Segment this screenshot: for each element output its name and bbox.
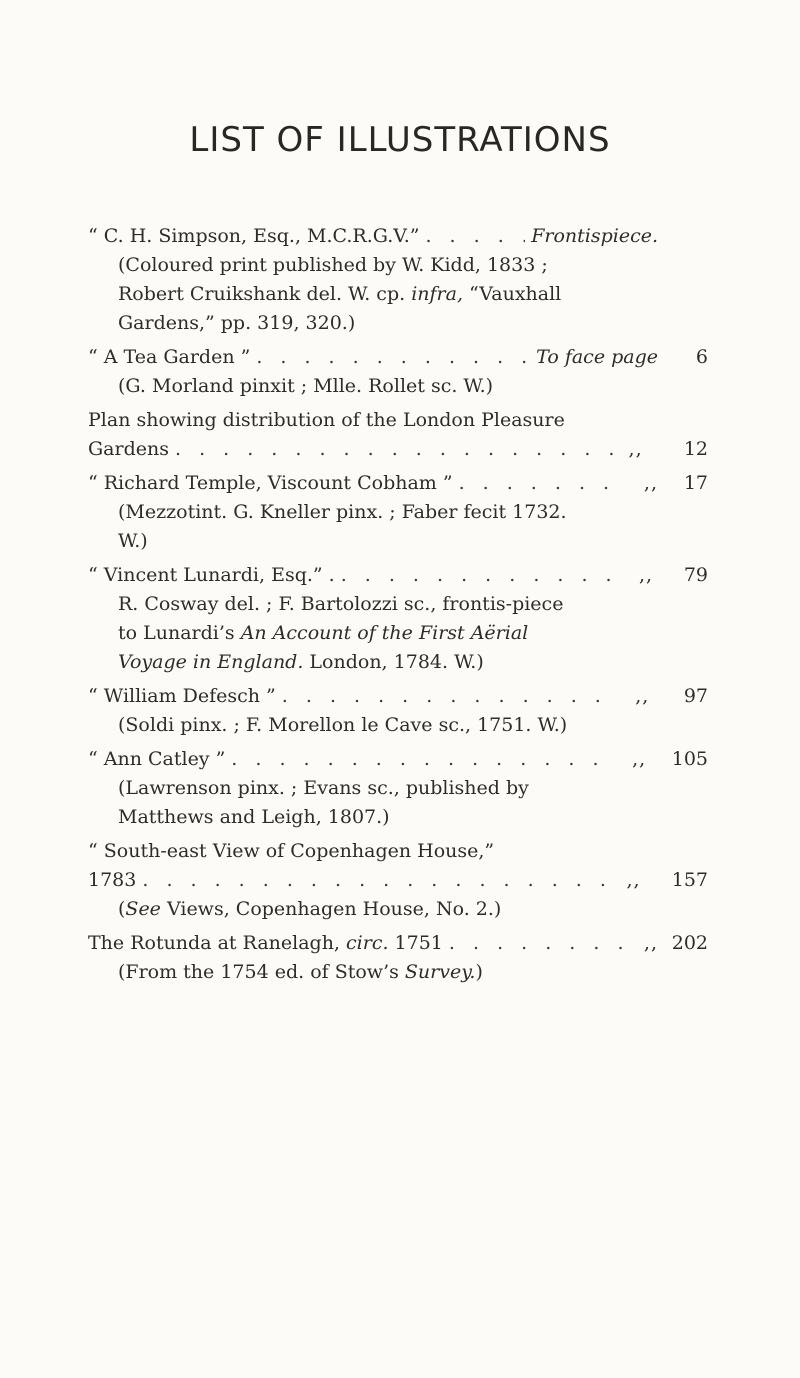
entry-title: “ C. H. Simpson, Esq., M.C.R.G.V.” (88, 225, 420, 247)
list-entry (88, 343, 708, 401)
text-run: ( (118, 898, 126, 920)
list-entry (88, 222, 708, 338)
entry-reference: ,, (643, 932, 658, 954)
entry-detail (88, 372, 708, 401)
list-entry (88, 561, 708, 677)
text-run: The Rotunda at Ranelagh, (88, 932, 347, 954)
page-number: 17 (683, 472, 708, 494)
entry-main-line (88, 343, 708, 372)
entry-main-line (88, 435, 708, 464)
entry-detail (88, 251, 708, 338)
page-number: 97 (683, 685, 708, 707)
entry-reference: ,, (638, 564, 654, 586)
entry-main-line (88, 929, 708, 958)
text-run: (From the 1754 ed. of Stow’s (118, 961, 405, 983)
list-entry (88, 745, 708, 832)
page-number: 12 (683, 438, 708, 460)
list-entry (88, 929, 708, 987)
page-number: 202 (671, 932, 708, 954)
list-entry (88, 469, 708, 556)
page-number: 105 (671, 748, 708, 770)
list-entry (88, 406, 708, 464)
entry-reference: ,, (632, 748, 647, 770)
text-run: Views, Copenhagen House, No. 2.) (160, 898, 502, 920)
entry-title (88, 929, 443, 958)
dot-leader (231, 745, 616, 774)
entry-title: “ A Tea Garden ” (88, 346, 251, 368)
text-run: 1751 (388, 932, 443, 954)
entry-main-line (88, 745, 708, 774)
entry-title: 1783 (88, 869, 137, 891)
dot-leader (256, 343, 530, 372)
entry-title-line: Plan showing distribution of the London Pleasure (88, 409, 565, 431)
entry-reference: ,, (635, 685, 650, 707)
entry-main-line (88, 222, 708, 251)
italic-text: Survey. (404, 961, 476, 983)
entry-title: Gardens (88, 438, 169, 460)
entry-reference: To face page (536, 346, 658, 368)
entry-detail (88, 958, 708, 987)
dot-leader (282, 682, 619, 711)
entry-title: “ Richard Temple, Viscount Cobham ” (88, 472, 453, 494)
text-run: (Lawrenson pinx. ; Evans sc., published by Matthews and Leigh, 1807.) (118, 777, 529, 828)
entry-reference: ,, (628, 438, 643, 460)
entry-reference: ,, (626, 869, 641, 891)
text-run: R. Cosway del. ; F. Bartolozzi sc., frontis-piece to Lunardi’s (118, 593, 564, 644)
entry-main-line (88, 469, 708, 498)
entry-reference: Frontispiece. (531, 225, 658, 247)
dot-leader (425, 222, 525, 251)
dot-leader (459, 469, 628, 498)
entry-detail (88, 711, 708, 740)
text-run: (Mezzotint. G. Kneller pinx. ; Faber fecit 1732. W.) (118, 501, 567, 552)
entry-title-line: “ South-east View of Copenhagen House,” (88, 840, 495, 862)
list-entry (88, 682, 708, 740)
entry-title: “ Ann Catley ” (88, 748, 226, 770)
entry-detail (88, 498, 708, 556)
entry-detail (88, 774, 708, 832)
page-title: LIST OF ILLUSTRATIONS (189, 120, 611, 160)
italic-text: An Account of the First Aërial Voyage in England. (118, 622, 529, 673)
entry-main-line (88, 866, 708, 895)
entry-title: “ William Defesch ” (88, 685, 276, 707)
dot-leader (449, 929, 628, 958)
text-run: ) (475, 961, 483, 983)
italic-text: circ. (346, 932, 389, 954)
entry-main-line (88, 561, 708, 590)
entry-detail (88, 590, 708, 677)
entry-detail (88, 895, 708, 924)
text-run: (Soldi pinx. ; F. Morellon le Cave sc., 1751. W.) (118, 714, 568, 736)
dot-leader (341, 561, 623, 590)
illustrations-list (88, 222, 708, 992)
text-run: (G. Morland pinxit ; Mlle. Rollet sc. W.) (118, 375, 494, 397)
entry-main-line (88, 682, 708, 711)
page-number: 157 (671, 869, 708, 891)
italic-text: infra, (411, 283, 463, 305)
page-number: 79 (683, 564, 708, 586)
italic-text: See (125, 898, 161, 920)
dot-leader (175, 435, 613, 464)
dot-leader (142, 866, 610, 895)
text-run: (Coloured print published by W. Kidd, 1833 ; Robert Cruikshank del. W. cp. (118, 254, 548, 305)
entry-reference: ,, (643, 472, 658, 494)
page-number: 6 (695, 346, 708, 368)
text-run: “Vauxhall Gardens,” pp. 319, 320.) (118, 283, 562, 334)
list-entry (88, 837, 708, 924)
entry-title: “ Vincent Lunardi, Esq.” . (88, 564, 335, 586)
text-run: London, 1784. W.) (303, 651, 484, 673)
